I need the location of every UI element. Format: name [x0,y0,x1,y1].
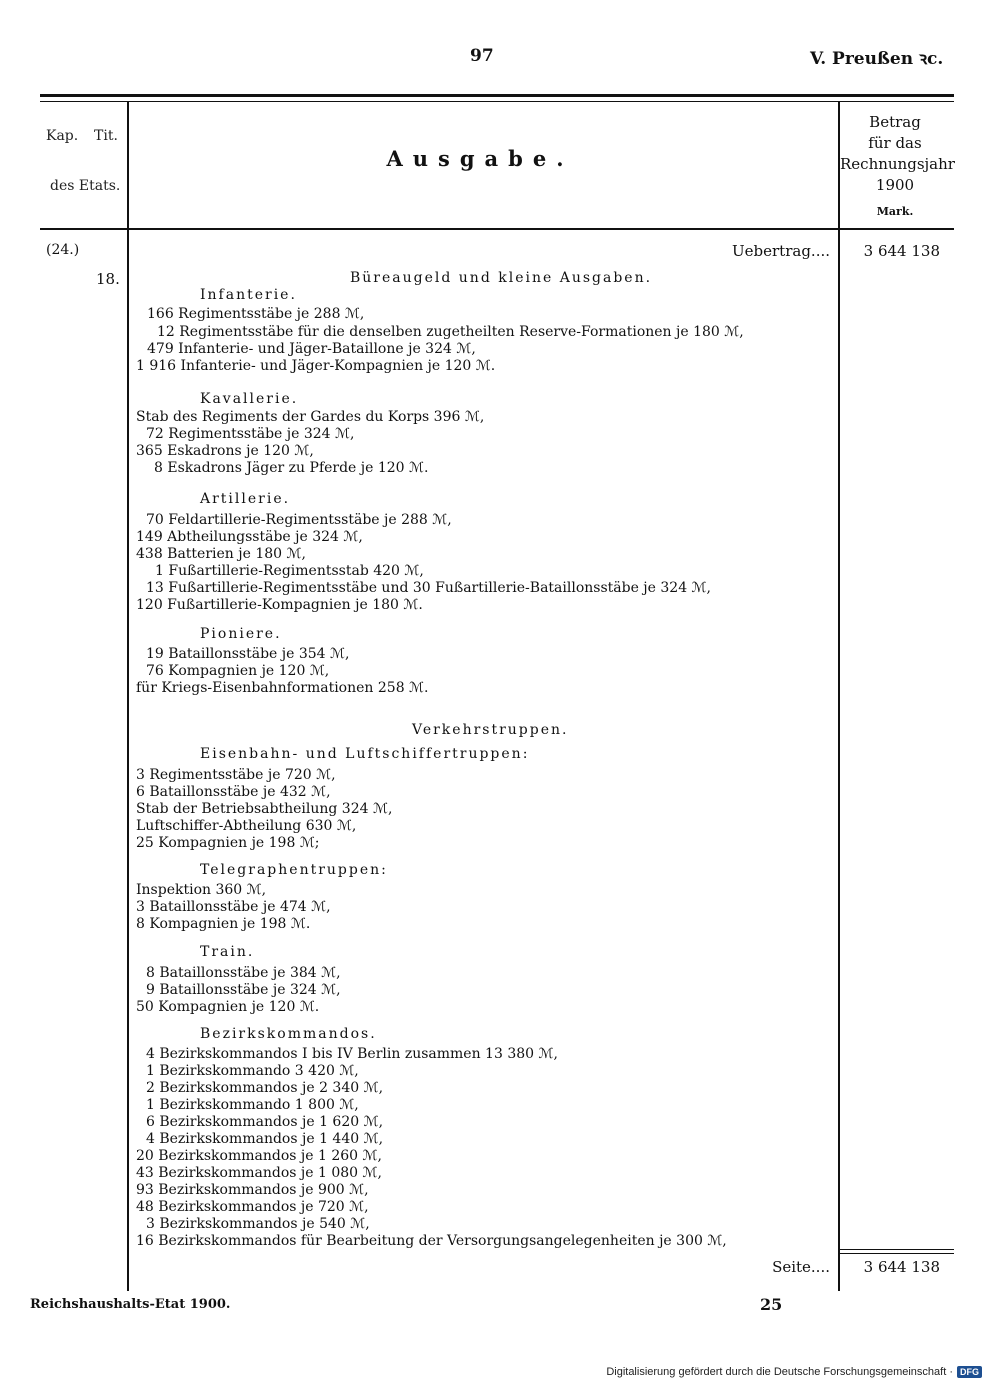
list-item: 479 Infanterie- und Jäger-Bataillone je 324 ℳ, [147,341,476,357]
list-item: 9 Bataillonsstäbe je 324 ℳ, [146,982,341,998]
des-etats-label: des Etats. [50,178,121,194]
list-item: 13 Fußartillerie-Regimentsstäbe und 30 Fußartillerie-Bataillonsstäbe je 324 ℳ, [146,580,711,596]
list-item: 43 Bezirkskommandos je 1 080 ℳ, [136,1165,382,1181]
tit-label: Tit. [94,128,118,144]
column-divider-right [838,101,840,1291]
group-heading: Pioniere. [200,626,282,642]
list-item: 8 Kompagnien je 198 ℳ. [136,916,311,932]
betrag-line: Rechnungsjahr [840,155,955,173]
footer-source: Reichshaushalts-Etat 1900. [30,1297,231,1312]
list-item: 70 Feldartillerie-Regimentsstäbe je 288 ℳ, [146,512,452,528]
list-item: 4 Bezirkskommandos I bis IV Berlin zusammen 13 380 ℳ, [146,1046,558,1062]
list-item: 25 Kompagnien je 198 ℳ; [136,835,320,851]
list-item: 16 Bezirkskommandos für Bearbeitung der Versorgungsangelegenheiten je 300 ℳ, [136,1233,727,1249]
list-item: 3 Bataillonsstäbe je 474 ℳ, [136,899,331,915]
section-title: Büreaugeld und kleine Ausgaben. [350,270,653,286]
list-item: 1 Bezirkskommando 3 420 ℳ, [146,1063,359,1079]
list-item: 12 Regimentsstäbe für die denselben zugetheilten Reserve-Formationen je 180 ℳ, [157,324,744,340]
list-item: Stab des Regiments der Gardes du Korps 396 ℳ, [136,409,485,425]
group-heading: Eisenbahn- und Luftschiffertruppen: [200,746,530,762]
list-item: 20 Bezirkskommandos je 1 260 ℳ, [136,1148,382,1164]
top-rule-thick [40,94,954,97]
betrag-line: für das [868,134,922,152]
list-item: 2 Bezirkskommandos je 2 340 ℳ, [146,1080,384,1096]
list-item: 6 Bataillonsstäbe je 432 ℳ, [136,784,331,800]
sum-rule [838,1249,954,1250]
list-item: 50 Kompagnien je 120 ℳ. [136,999,320,1015]
digitization-credit [606,1366,982,1378]
list-item: 120 Fußartillerie-Kompagnien je 180 ℳ. [136,597,423,613]
sum-rule-lower [838,1253,954,1254]
dfg-logo: DFG [957,1366,982,1378]
betrag-header [840,112,955,196]
list-item: 1 916 Infanterie- und Jäger-Kompagnien je 120 ℳ. [136,358,496,374]
list-item: 438 Batterien je 180 ℳ, [136,546,306,562]
column-divider-left [127,101,129,1291]
betrag-line: Betrag [869,113,921,131]
list-item: 6 Bezirkskommandos je 1 620 ℳ, [146,1114,384,1130]
group-heading: Telegraphentruppen: [200,862,388,878]
list-item: 48 Bezirkskommandos je 720 ℳ, [136,1199,369,1215]
sheet-number: 25 [760,1295,783,1314]
page-number: 97 [470,46,494,66]
list-item: Stab der Betriebsabtheilung 324 ℳ, [136,801,393,817]
list-item: 8 Bataillonsstäbe je 384 ℳ, [146,965,341,981]
titel-number: 18. [96,270,120,288]
ausgabe-title: Ausgabe. [386,146,574,171]
mark-unit: Mark. [876,205,914,218]
list-item: 8 Eskadrons Jäger zu Pferde je 120 ℳ. [154,460,429,476]
betrag-line: 1900 [875,176,915,194]
list-item: 1 Bezirkskommando 1 800 ℳ, [146,1097,359,1113]
running-title: V. Preußen ꝛc. [810,49,944,69]
uebertrag-label: Uebertrag.... [732,242,830,260]
top-rule-thin [40,101,954,102]
group-heading: Train. [200,944,255,960]
seite-value: 3 644 138 [863,1258,940,1276]
list-item: 3 Bezirkskommandos je 540 ℳ, [146,1216,370,1232]
kap-label: Kap. [46,128,79,144]
list-item: Luftschiffer-Abtheilung 630 ℳ, [136,818,357,834]
list-item: 166 Regimentsstäbe je 288 ℳ, [147,306,365,322]
group-heading: Kavallerie. [200,391,299,407]
list-item: 4 Bezirkskommandos je 1 440 ℳ, [146,1131,384,1147]
list-item: 365 Eskadrons je 120 ℳ, [136,443,314,459]
uebertrag-value: 3 644 138 [863,242,940,260]
list-item: 3 Regimentsstäbe je 720 ℳ, [136,767,336,783]
verkehr-title: Verkehrstruppen. [412,722,569,738]
group-heading: Bezirkskommandos. [200,1026,377,1042]
group-heading: Infanterie. [200,287,297,303]
list-item: Inspektion 360 ℳ, [136,882,267,898]
list-item: 76 Kompagnien je 120 ℳ, [146,663,330,679]
list-item: für Kriegs-Eisenbahnformationen 258 ℳ. [136,680,429,696]
header-rule [40,228,954,230]
kapitel-number: (24.) [46,242,80,258]
group-heading: Artillerie. [200,491,291,507]
credit-text: Digitalisierung gefördert durch die Deutsche Forschungsgemeinschaft · [606,1366,953,1378]
list-item: 149 Abtheilungsstäbe je 324 ℳ, [136,529,363,545]
list-item: 72 Regimentsstäbe je 324 ℳ, [146,426,355,442]
list-item: 19 Bataillonsstäbe je 354 ℳ, [146,646,350,662]
seite-label: Seite.... [772,1258,830,1276]
list-item: 1 Fußartillerie-Regimentsstab 420 ℳ, [155,563,424,579]
list-item: 93 Bezirkskommandos je 900 ℳ, [136,1182,369,1198]
